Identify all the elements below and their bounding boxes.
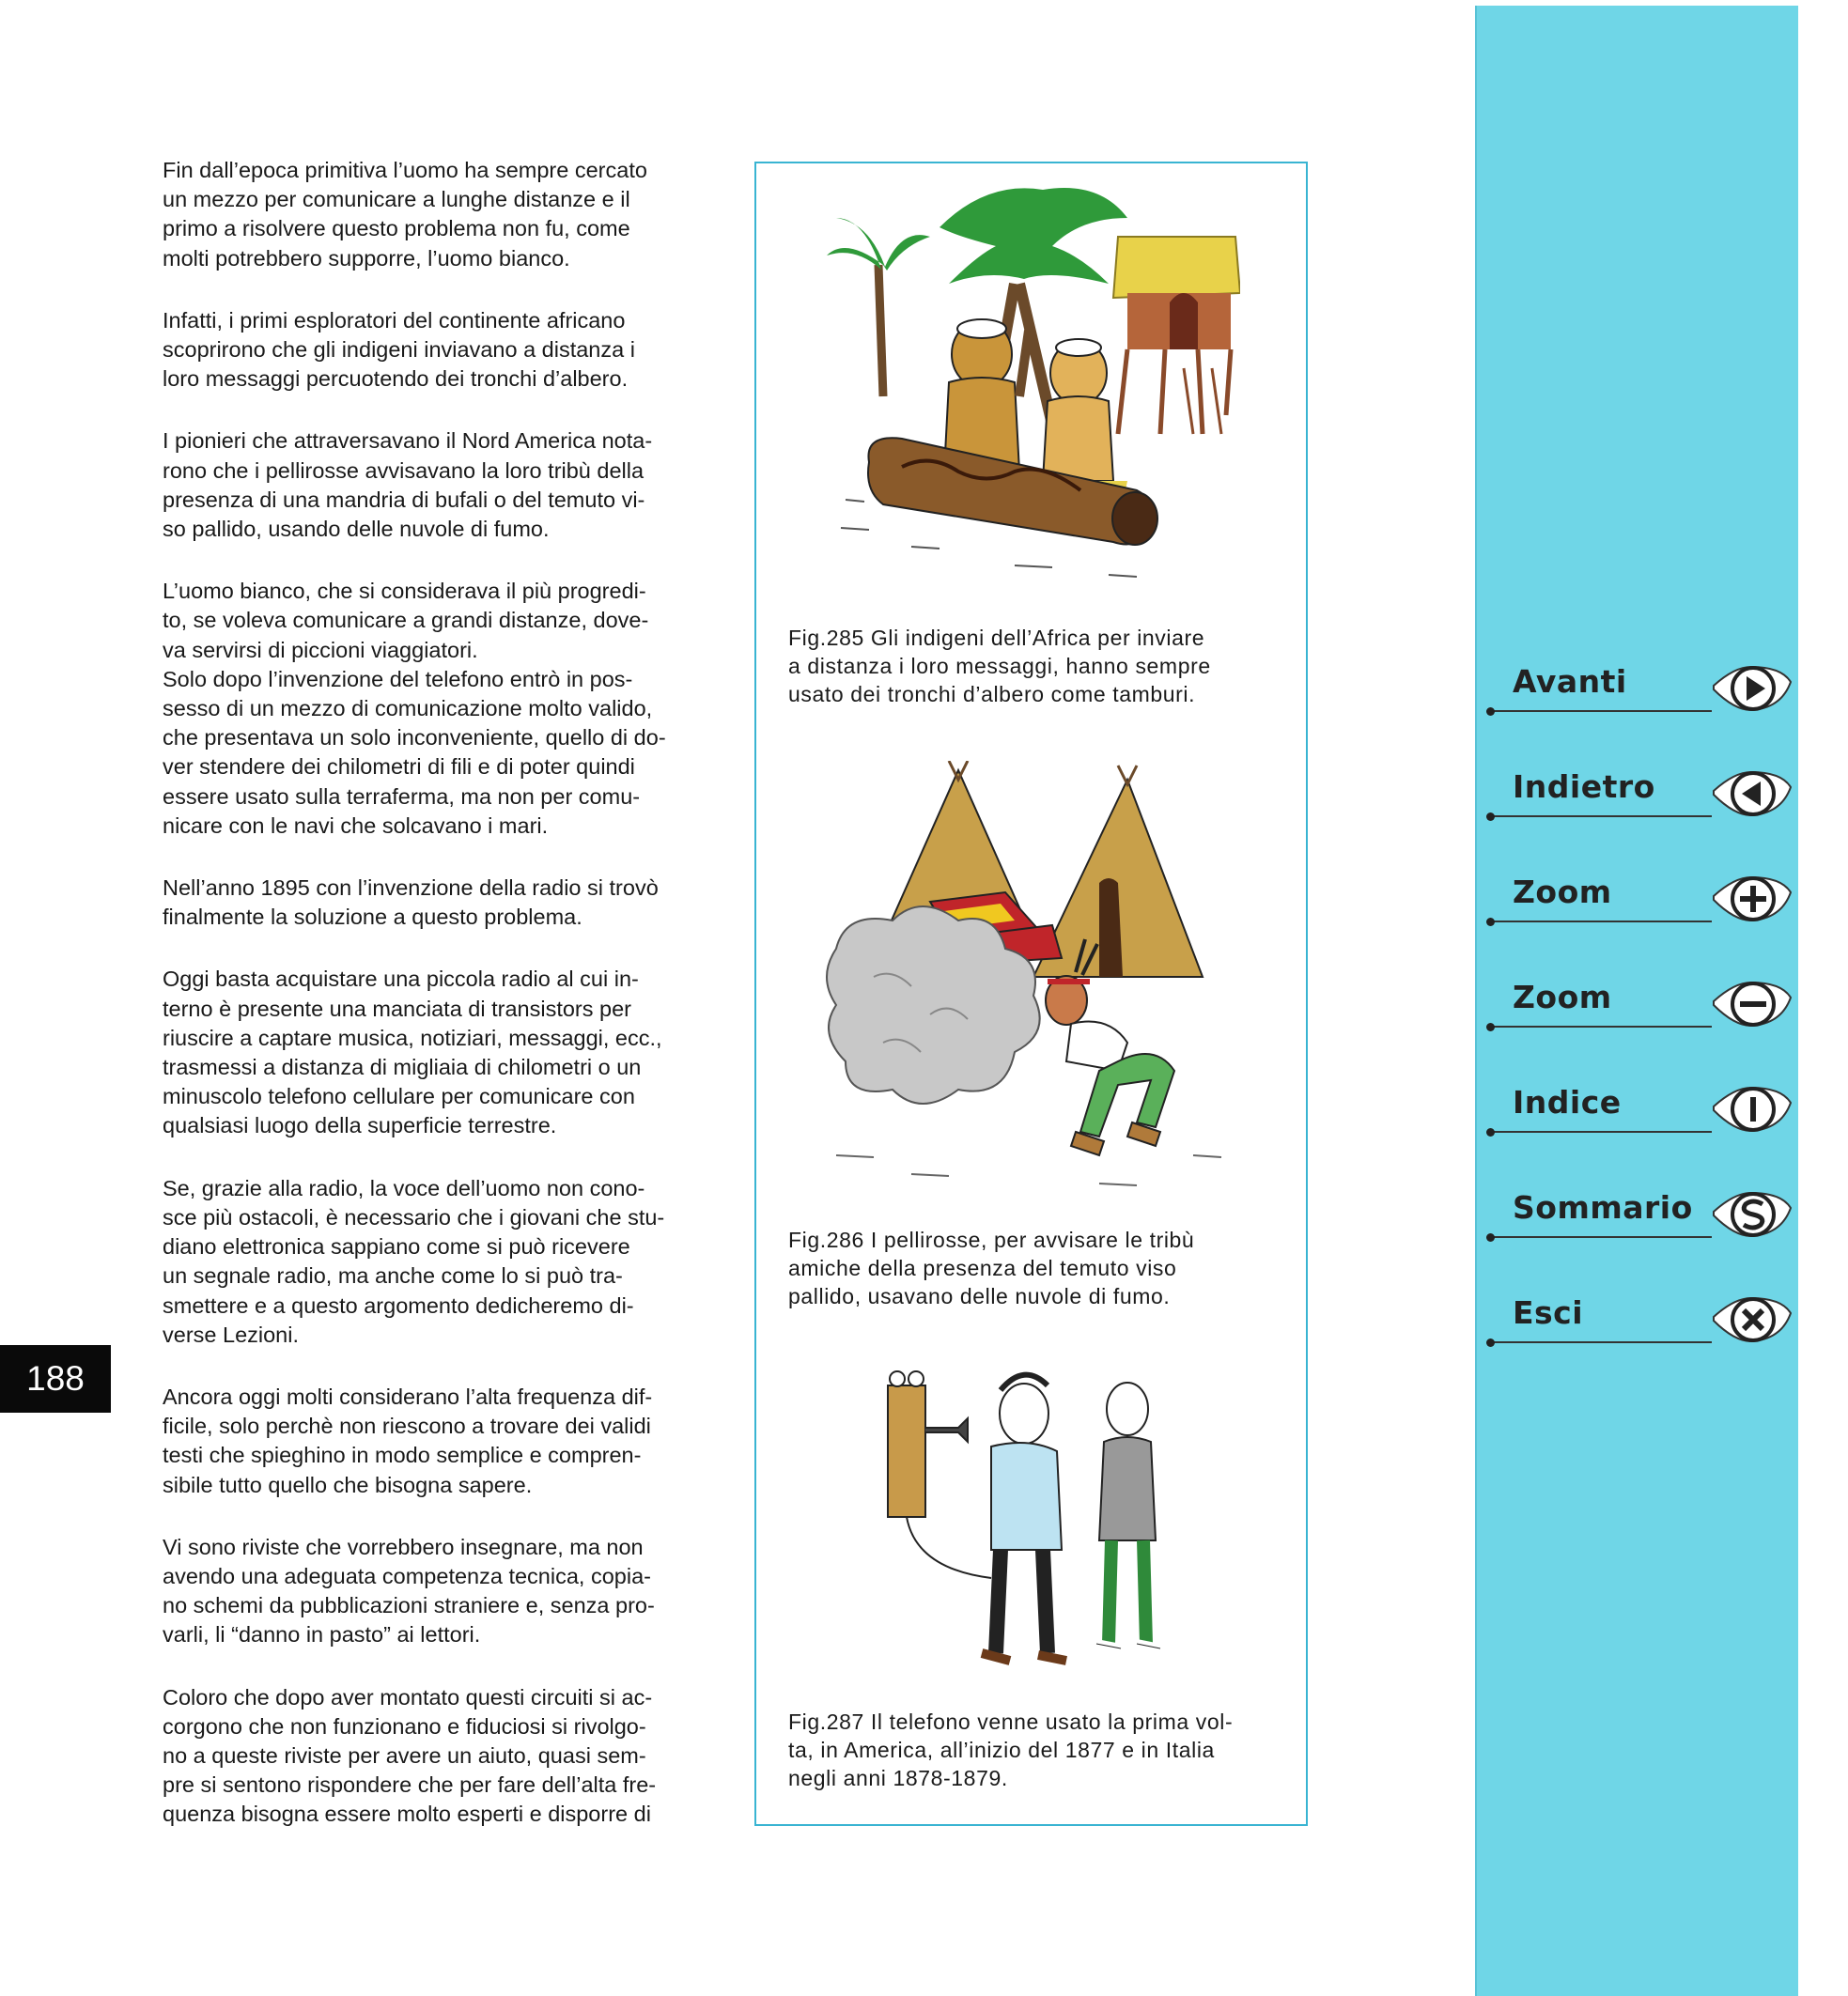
figure-285-illustration [827,180,1240,594]
paragraph-8: Ancora oggi molti considerano l’alta frequenza dif- ficile, solo perchè non riescono a trovare dei validi testi che spieghino in modo semplice e compren- sibile tutto quello che bisogna sapere. [163,1384,653,1497]
nav-zoom-out-label: Zoom [1513,979,1612,1015]
figure-286-caption: Fig.286 I pellirosse, per avvisare le tribù amiche della presenza del temuto viso pallido, usavano delle nuvole di fumo. [788,1228,1195,1308]
play-forward-icon [1706,658,1796,718]
body-text-column [163,156,717,1863]
nav-sommario-button[interactable] [1484,1184,1794,1247]
nav-esci-button[interactable] [1484,1289,1794,1353]
paragraph-4: L’uomo bianco, che si considerava il più progredi- to, se voleva comunicare a grandi distanze, dove- va servirsi di piccioni viaggiatori. Solo dopo l’invenzione del telefono entrò in pos- sesso di un mezzo di comunicazione molto valido, che presentava un solo inconveniente, quello di do- ver stendere dei chilometri di fili e di poter quindi essere usato sulla terraferma, ma non per comu- nicare con le navi che solcavano i mari. [163,579,666,838]
close-icon [1706,1289,1796,1349]
page-number: 188 [0,1345,111,1413]
nav-esci-label: Esci [1513,1294,1584,1331]
index-i-icon [1706,1078,1796,1138]
nav-indice-label: Indice [1513,1084,1622,1121]
nav-indietro-button[interactable] [1484,763,1794,827]
nav-indice-button[interactable] [1484,1078,1794,1142]
paragraph-9: Vi sono riviste che vorrebbero insegnare, ma non avendo una adeguata competenza tecnica, copia- no schemi da pubblicazioni straniere e, senza pro- varli, li “danno in pasto” ai lettori. [163,1534,655,1648]
nav-zoom-in-button[interactable] [1484,868,1794,932]
plus-icon [1706,868,1796,928]
paragraph-5: Nell’anno 1895 con l’invenzione della radio si trovò finalmente la soluzione a questo problema. [163,875,659,930]
paragraph-1: Fin dall’epoca primitiva l’uomo ha sempre cercato un mezzo per comunicare a lunghe distanze e il primo a risolvere questo problema non fu, come molti potrebbero supporre, l’uomo bianco. [163,158,647,271]
nav-avanti-label: Avanti [1513,663,1627,700]
nav-indietro-label: Indietro [1513,768,1655,805]
play-back-icon [1706,763,1796,823]
paragraph-2: Infatti, i primi esploratori del continente africano scoprirono che gli indigeni inviavano a distanza i loro messaggi percuotendo dei tronchi d’albero. [163,307,635,392]
minus-icon [1706,973,1796,1033]
paragraph-7: Se, grazie alla radio, la voce dell’uomo non cono- sce più ostacoli, è necessario che i giovani che stu- diano elettronica sappiano come si può ricevere un segnale radio, ma anche come lo si può tra- smettere e a questo argomento dedicheremo di- verse Lezioni. [163,1175,665,1347]
paragraph-3: I pionieri che attraversavano il Nord America nota- rono che i pellirosse avvisavano la loro tribù della presenza di una mandria di bufali o del temuto vi- so pallido, usando delle nuvole di fumo. [163,428,653,542]
figure-286-illustration [817,761,1250,1202]
nav-zoom-out-button[interactable] [1484,973,1794,1037]
paragraph-6: Oggi basta acquistare una piccola radio al cui in- terno è presente una manciata di transistors per riuscire a captare musica, notiziari, messaggi, ecc., trasmessi a distanza di migliaia di chilometri o un minuscolo telefono cellulare per comunicare con qualsiasi luogo della superficie terrestre. [163,967,662,1138]
nav-sommario-label: Sommario [1513,1189,1693,1226]
nav-avanti-button[interactable] [1484,658,1794,721]
figure-287-illustration [878,1362,1188,1681]
nav-zoom-in-label: Zoom [1513,874,1612,910]
figure-287-caption: Fig.287 Il telefono venne usato la prima vol- ta, in America, all’inizio del 1877 e in Italia negli anni 1878-1879. [788,1710,1234,1790]
paragraph-10: Coloro che dopo aver montato questi circuiti si ac- corgono che non funzionano e fiduciosi si rivolgo- no a queste riviste per avere un aiuto, quasi sem- pre si sentono rispondere che per fare dell’alta fre- quenza bisogna essere molto esperti e disporre di [163,1684,657,1827]
summary-s-icon [1706,1184,1796,1244]
figure-285-caption: Fig.285 Gli indigeni dell’Africa per inviare a distanza i loro messaggi, hanno sempre usato dei tronchi d’albero come tamburi. [788,626,1211,706]
